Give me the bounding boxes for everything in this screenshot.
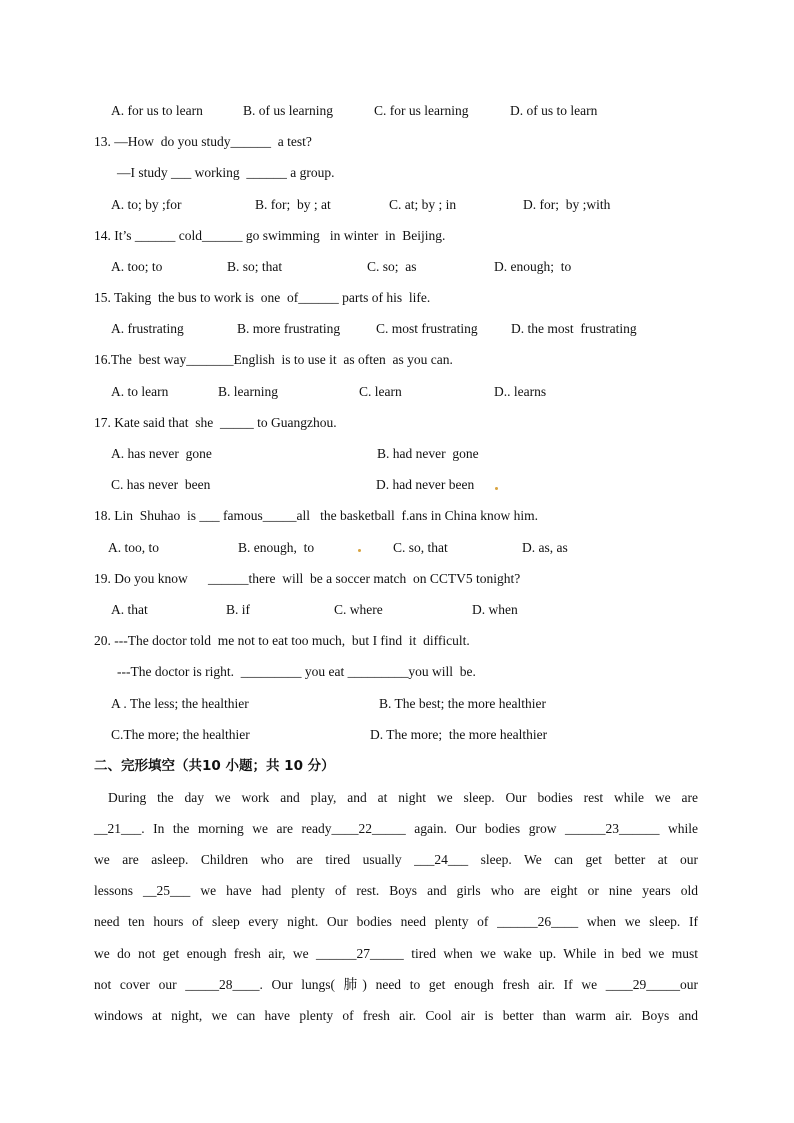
q16-option-b: B. learning [218, 384, 278, 399]
passage-line-7: not cover our _____28____. Our lungs( 肺) need to get enough fresh air. If we ____29_____our [94, 977, 698, 992]
q13-option-b: B. for; by ; at [255, 197, 331, 212]
q14-stem: 14. It’s ______ cold______ go swimming in winter in Beijing. [94, 228, 446, 243]
passage-line-6: we do not get enough fresh air, we ______27_____ tired when we wake up. While in bed we must [94, 946, 698, 961]
section-heading: 二、完形填空（共10 小题；共 10 分） [94, 758, 335, 774]
q13-option-d: D. for; by ;with [523, 197, 611, 212]
q20-option-c: C.The more; the healthier [111, 727, 250, 742]
q14-option-b: B. so; that [227, 259, 283, 274]
passage-line-3: we are asleep. Children who are tired usually ___24___ sleep. We can get better at our [94, 852, 698, 867]
q13-option-a: A. to; by ;for [111, 197, 182, 212]
q16-stem: 16.The best way_______English is to use it as often as you can. [94, 352, 453, 367]
q20-option-b: B. The best; the more healthier [379, 696, 546, 711]
passage-line-2: __21___. In the morning we are ready____22_____ again. Our bodies grow ______23______ while [94, 821, 698, 836]
q15-option-c: C. most frustrating [376, 321, 478, 336]
q17-option-d: D. had never been [376, 477, 475, 492]
passage-line-8: windows at night, we can have plenty of fresh air. Cool air is better than warm air. Boys and [94, 1008, 698, 1023]
q20-stem: 20. ---The doctor told me not to eat too much, but I find it difficult. [94, 633, 470, 648]
q18-stem: 18. Lin Shuhao is ___ famous_____all the basketball f.ans in China know him. [94, 508, 538, 523]
q19-option-a: A. that [111, 602, 148, 617]
q14-option-c: C. so; as [367, 259, 417, 274]
q16-option-a: A. to learn [111, 384, 169, 399]
passage-line-5: need ten hours of sleep every night. Our bodies need plenty of ______26____ when we sleep. If [94, 914, 698, 929]
q19-stem: 19. Do you know ______there will be a soccer match on CCTV5 tonight? [94, 571, 521, 586]
q16-option-c: C. learn [359, 384, 402, 399]
q16-option-d: D.. learns [494, 384, 547, 399]
q14-option-d: D. enough; to [494, 259, 572, 274]
q13-option-c: C. at; by ; in [389, 197, 457, 212]
q15-stem: 15. Taking the bus to work is one of______ parts of his life. [94, 290, 431, 305]
q17-option-a: A. has never gone [111, 446, 212, 461]
q12-option-d: D. of us to learn [510, 103, 598, 118]
q19-option-c: C. where [334, 602, 383, 617]
q13-stem-2: —I study ___ working ______ a group. [117, 165, 335, 180]
q18-option-b: B. enough, to [238, 540, 315, 555]
q12-option-c: C. for us learning [374, 103, 469, 118]
q18-option-c: C. so, that [393, 540, 448, 555]
passage-line-4: lessons __25___ we have had plenty of rest. Boys and girls who are eight or nine years old [94, 883, 698, 898]
q17-option-c: C. has never been [111, 477, 211, 492]
passage-line-1: During the day we work and play, and at night we sleep. Our bodies rest while we are [108, 790, 698, 805]
q15-option-d: D. the most frustrating [511, 321, 637, 336]
q12-option-b: B. of us learning [243, 103, 333, 118]
stray-mark [358, 549, 361, 552]
q15-option-a: A. frustrating [111, 321, 184, 336]
q17-stem: 17. Kate said that she _____ to Guangzhou. [94, 415, 337, 430]
q15-option-b: B. more frustrating [237, 321, 341, 336]
q20-option-a: A . The less; the healthier [111, 696, 249, 711]
q17-option-b: B. had never gone [377, 446, 479, 461]
q20-stem-2: ---The doctor is right. _________ you eat _________you will be. [117, 664, 476, 679]
q14-option-a: A. too; to [111, 259, 163, 274]
q18-option-a: A. too, to [108, 540, 160, 555]
q20-option-d: D. The more; the more healthier [370, 727, 548, 742]
q13-stem: 13. —How do you study______ a test? [94, 134, 312, 149]
q19-option-b: B. if [226, 602, 251, 617]
q19-option-d: D. when [472, 602, 518, 617]
q18-option-d: D. as, as [522, 540, 568, 555]
stray-mark [495, 487, 498, 490]
q12-option-a: A. for us to learn [111, 103, 203, 118]
